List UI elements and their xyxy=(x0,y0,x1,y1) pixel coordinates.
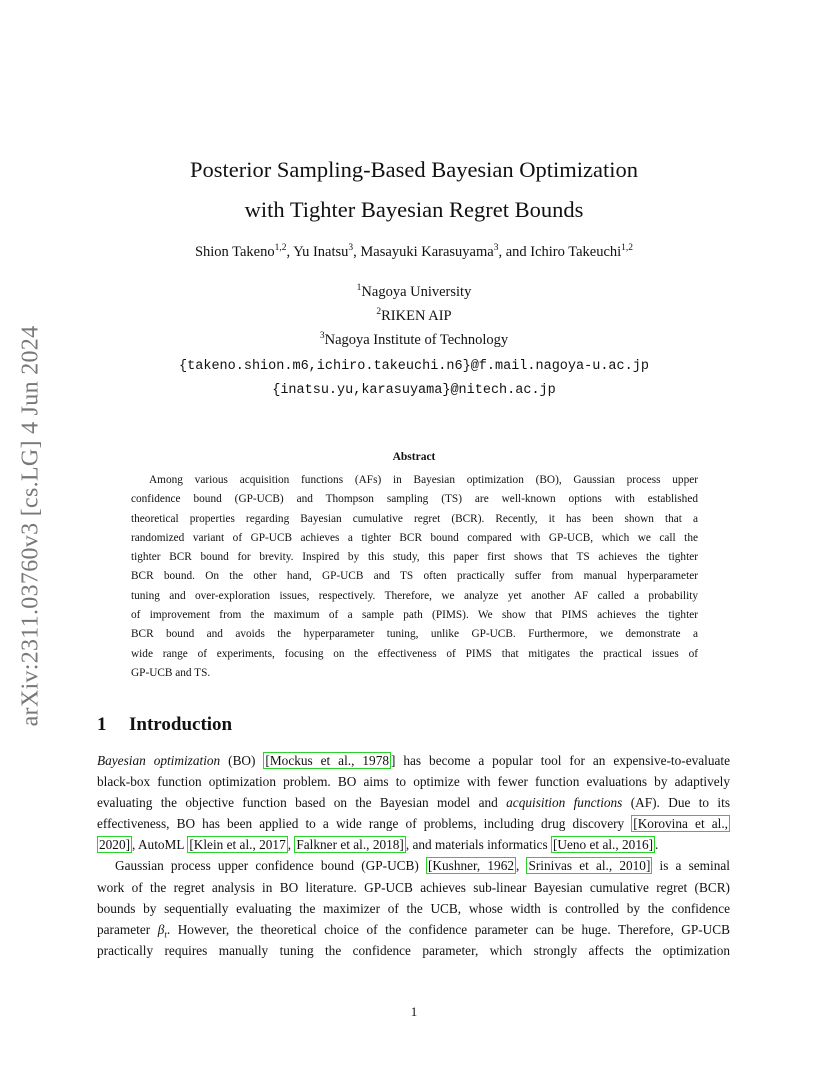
affil-name: Nagoya University xyxy=(361,284,472,300)
body-line xyxy=(97,855,730,876)
text-run: , AutoML xyxy=(132,837,188,853)
cite-text: [Klein et al., xyxy=(189,837,260,853)
cite-text: [Mockus et al., xyxy=(265,753,363,768)
text-run: , xyxy=(287,837,295,853)
body-line xyxy=(97,813,730,834)
author-separator: , and xyxy=(498,244,531,260)
section-heading xyxy=(97,714,232,736)
author-name: Ichiro Takeuchi xyxy=(530,244,622,260)
citation-link[interactable]: [Korovina et al., xyxy=(633,816,728,832)
author-affil-sup: 3 xyxy=(348,243,354,254)
abstract-line: BCR bound. On the other hand, GP-UCB and TS often practically suffer from manual hyperparameter xyxy=(131,570,698,583)
citation-link[interactable]: 2020] xyxy=(99,837,131,853)
cite-year: 1962 xyxy=(487,858,514,874)
cite-text: Falkner et al., xyxy=(296,837,373,853)
cite-year: 2010] xyxy=(619,858,651,874)
author-separator: , xyxy=(353,244,361,260)
author-affil-sup: 3 xyxy=(493,243,499,254)
body-line: work of the regret analysis in BO literature. GP-UCB achieves sub-linear Bayesian cumulative regret (BCR) xyxy=(97,879,730,895)
body-line xyxy=(97,919,730,940)
citation-link[interactable] xyxy=(187,836,287,853)
cite-text: [Kushner, xyxy=(427,858,488,874)
text-run: , xyxy=(516,858,527,874)
text-run: . However, the theoretical choice of the confidence parameter can be huge. Therefore, GP-UCB xyxy=(166,921,730,937)
body-line xyxy=(97,750,730,771)
affil-sup: 3 xyxy=(319,331,325,342)
title-line-2: with Tighter Bayesian Regret Bounds xyxy=(244,197,584,222)
math-symbol: β xyxy=(157,921,165,937)
citation-link[interactable] xyxy=(526,857,652,874)
intro-body xyxy=(97,750,730,961)
text-run: (BO) xyxy=(220,753,264,768)
abstract-line: of improvement from the maximum of a sample path (PIMS). We show that PIMS achieves the tighter xyxy=(131,609,698,622)
text-run: parameter xyxy=(97,921,158,937)
text-run: has become a popular tool for an expensive-to-evaluate xyxy=(395,753,730,768)
text-run: . xyxy=(655,837,659,853)
author-list xyxy=(0,244,828,261)
affil-sup: 1 xyxy=(356,283,362,294)
emph-term: acquisition functions xyxy=(506,795,623,811)
cite-text: Srinivas et al., xyxy=(528,858,620,874)
abstract-line: wide range of experiments, focusing on the effectiveness of PIMS that mitigates the practical issues of xyxy=(131,647,698,660)
abstract-line: GP-UCB and TS. xyxy=(131,666,211,679)
text-run: ] xyxy=(390,753,396,768)
author-affil-sup: 1,2 xyxy=(274,243,287,254)
affiliation-1 xyxy=(0,284,828,301)
emph-term: Bayesian optimization xyxy=(97,753,221,768)
author-separator: , xyxy=(286,244,294,260)
affil-sup: 2 xyxy=(376,307,382,318)
body-line: bounds by sequentially evaluating the maximizer of the UCB, whose width is controlled by the confidence xyxy=(97,900,730,916)
citation-link[interactable] xyxy=(551,836,655,853)
cite-year: 2017 xyxy=(259,837,286,853)
author-name: Shion Takeno xyxy=(194,244,275,260)
affil-name: RIKEN AIP xyxy=(381,308,452,324)
section-number: 1 xyxy=(97,714,107,735)
abstract-line: Among various acquisition functions (AFs) in Bayesian optimization (BO), Gaussian process upper xyxy=(149,474,698,486)
math-subscript: t xyxy=(164,929,167,940)
text-run: is a seminal xyxy=(652,858,730,874)
cite-year: 2018] xyxy=(372,837,404,853)
paper-title xyxy=(0,150,828,230)
section-title: Introduction xyxy=(129,714,233,735)
body-line xyxy=(97,792,730,813)
email-line-1[interactable]: {takeno.shion.m6,ichiro.takeuchi.n6}@f.mail.nagoya-u.ac.jp xyxy=(179,359,649,374)
citation-link[interactable] xyxy=(263,752,391,769)
abstract-heading: Abstract xyxy=(392,451,436,463)
abstract-line: confidence bound (GP-UCB) and Thompson sampling (TS) are well-known options with established xyxy=(131,493,698,506)
author-name: Masayuki Karasuyama xyxy=(360,244,494,260)
email-line-2[interactable]: {inatsu.yu,karasuyama}@nitech.ac.jp xyxy=(272,383,556,398)
body-line: practically requires manually tuning the confidence parameter, which strongly affects the optimization xyxy=(97,942,730,958)
citation-link[interactable] xyxy=(294,836,405,853)
body-line: black-box function optimization problem. BO aims to optimize with fewer function evaluations by adaptively xyxy=(97,774,730,790)
text-run: effectiveness, BO has been applied to a wide range of problems, including drug discovery xyxy=(97,816,632,832)
abstract-line: tuning and over-exploration issues, respectively. Therefore, we analyze yet another AF called a probability xyxy=(131,589,698,602)
affiliation-2 xyxy=(0,308,828,325)
text-run: Gaussian process upper confidence bound (GP-UCB) xyxy=(115,858,426,874)
abstract-body xyxy=(131,471,698,683)
title-line-1: Posterior Sampling-Based Bayesian Optimization xyxy=(189,157,639,182)
text-run: , and materials informatics xyxy=(405,837,551,853)
text-run: evaluating the objective function based on the Bayesian model and xyxy=(97,795,507,811)
abstract-line: BCR bound and avoids the hyperparameter tuning, unlike GP-UCB. Furthermore, we demonstrate a xyxy=(131,628,698,641)
page-number: 1 xyxy=(410,1004,418,1019)
affil-name: Nagoya Institute of Technology xyxy=(324,332,509,348)
abstract-line: theoretical properties regarding Bayesian cumulative regret (BCR). Recently, it has been shown that a xyxy=(131,512,698,525)
abstract-line: randomized variant of GP-UCB achieves a tighter BCR bound compared with GP-UCB, which we call the xyxy=(131,531,698,544)
affiliation-3 xyxy=(0,332,828,349)
citation-link[interactable] xyxy=(426,857,516,874)
cite-year: 1978 xyxy=(362,753,389,768)
cite-text: [Ueno et al., xyxy=(552,837,623,853)
author-name: Yu Inatsu xyxy=(293,244,349,260)
arxiv-stamp-text: arXiv:2311.03760v3 [cs.LG] 4 Jun 2024 xyxy=(17,325,44,727)
body-line xyxy=(97,834,730,855)
cite-year: 2016] xyxy=(622,837,654,853)
author-affil-sup: 1,2 xyxy=(621,243,634,254)
abstract-line: tighter BCR bound for brevity. Inspired by this study, this paper first shows that TS achieves the tighter xyxy=(131,551,698,564)
text-run: (AF). Due to its xyxy=(622,795,730,811)
